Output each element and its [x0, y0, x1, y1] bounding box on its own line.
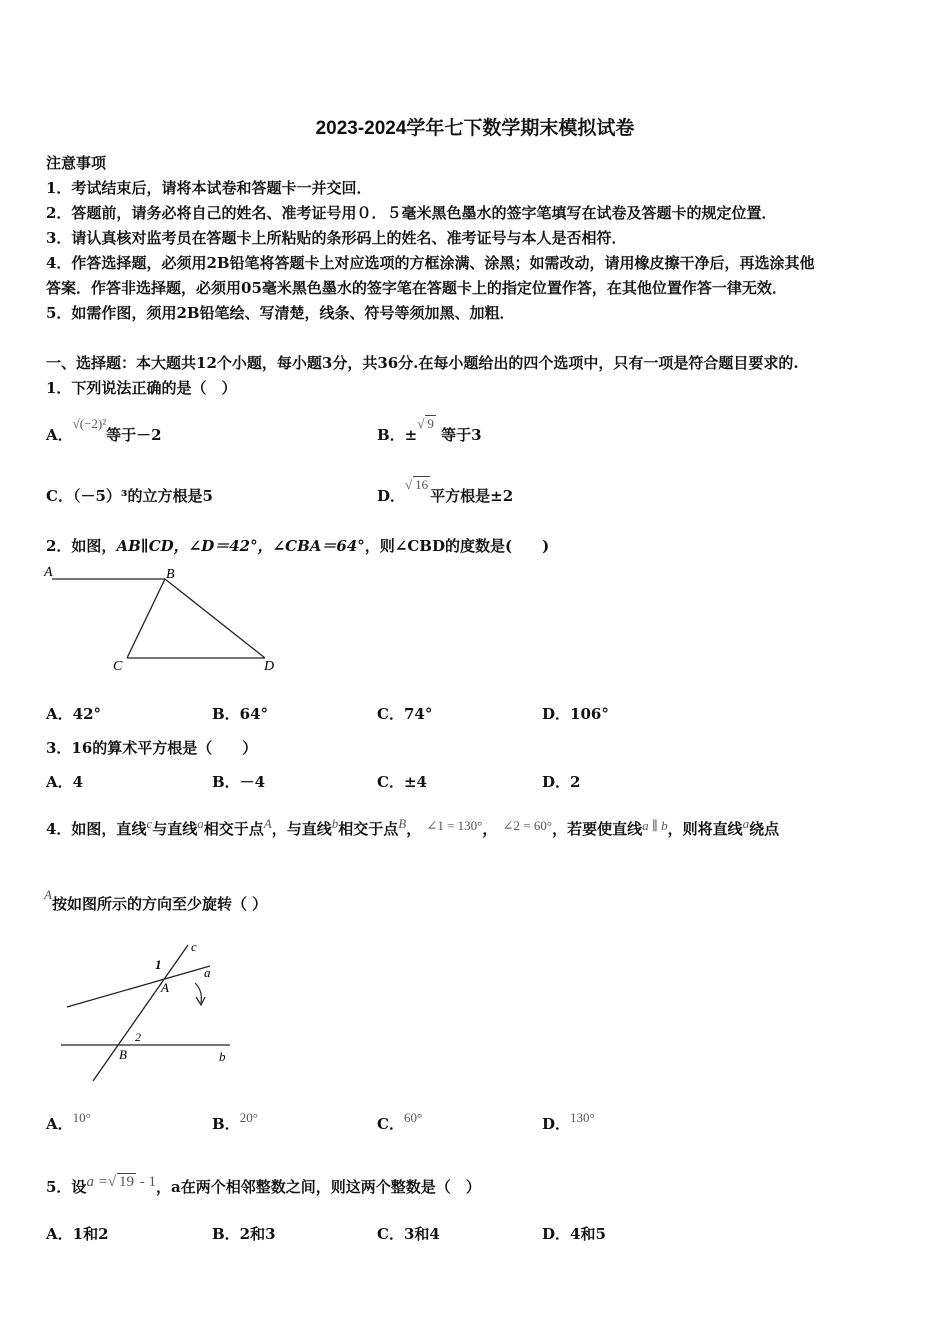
q4-option-d: D．130° [542, 1110, 595, 1133]
q4-option-b: B．20° [212, 1110, 258, 1133]
question-4-stem: 4．如图，直线c与直线a相交于点A，与直线b相交于点B， ∠1 = 130°， ∠2 = 60°，若要使直线a ∥ b，则将直线a绕点 [46, 816, 780, 838]
section-heading: 一、选择题：本大题共12个小题，每小题3分，共36分.在每小题给出的四个选项中，只有一项是符合题目要求的. [46, 354, 799, 372]
page-title: 2023-2024学年七下数学期末模拟试卷 [315, 118, 635, 139]
q3-option-b: B．－4 [212, 773, 266, 791]
question-3-stem: 3．16的算术平方根是（ ） [46, 739, 258, 757]
q4-option-c: C．60° [377, 1110, 423, 1133]
question-1-stem: 1．下列说法正确的是（ ） [46, 379, 237, 397]
q3-option-a: A．4 [46, 773, 84, 791]
q1-option-a: A．√(−2)²等于－2 [46, 416, 162, 444]
q4-label-1: 1 [155, 957, 162, 972]
q2-option-c: C．74° [377, 705, 433, 723]
notice-item: 2．答题前，请务必将自己的姓名、准考证号用０．５毫米黑色墨水的签字笔填写在试卷及答题卡的规定位置． [46, 204, 777, 222]
q4-label-a: a [204, 965, 211, 980]
q1-a-expression: √(−2)² [72, 416, 107, 431]
q4-label-A: A [161, 980, 169, 995]
q4-label-2: 2 [135, 1030, 141, 1044]
q4-label-b: b [219, 1049, 226, 1064]
q2-label-c: C [113, 659, 123, 674]
q2-option-a: A．42° [46, 705, 102, 723]
notice-item: 1．考试结束后，请将本试卷和答题卡一并交回． [46, 179, 372, 197]
question-5-stem: 5．设a =√ 19 - 1，a在两个相邻整数之间，则这两个整数是（ ） [46, 1174, 481, 1196]
q4-option-a: A．10° [46, 1110, 91, 1133]
q2-option-d: D．106° [542, 705, 609, 723]
notice-item: 5．如需作图，须用2B铅笔绘、写清楚，线条、符号等须加黑、加粗． [46, 304, 515, 322]
q1-option-d: D．√ 16平方根是±2 [377, 477, 514, 505]
q2-option-b: B．64° [212, 705, 269, 723]
q3-option-c: C．±4 [377, 773, 427, 791]
q1-option-b: B．±√ 9 等于3 [377, 416, 482, 444]
q1-option-c: C．（－5）³的立方根是5 [46, 487, 213, 505]
q2-label-a: A [44, 565, 53, 580]
notice-item: 3．请认真核对监考员在答题卡上所粘贴的条形码上的姓名、准考证号与本人是否相符． [46, 229, 627, 247]
q2-label-b: B [166, 567, 175, 582]
q2-label-d: D [264, 659, 275, 674]
q5-option-a: A．1和2 [46, 1225, 109, 1243]
q5-option-d: D．4和5 [542, 1225, 606, 1243]
q4-label-B: B [119, 1047, 127, 1062]
notice-item: 4．作答选择题，必须用2B铅笔将答题卡上对应选项的方框涂满、涂黑；如需改动，请用橡皮擦干净后，再选涂其他 [46, 254, 815, 272]
q4-figure [55, 935, 245, 1085]
q4-label-c: c [191, 939, 197, 954]
question-4-stem-line2: A按如图所示的方向至少旋转（ ） [44, 887, 268, 913]
q2-figure [40, 560, 290, 680]
q5-option-c: C．3和4 [377, 1225, 440, 1243]
q3-option-d: D．2 [542, 773, 581, 791]
notice-item: 答案．作答非选择题，必须用05毫米黑色墨水的签字笔在答题卡上的指定位置作答，在其他位置作答一律无效． [46, 279, 787, 297]
q5-option-b: B．2和3 [212, 1225, 276, 1243]
question-2-stem: 2．如图，AB∥CD，∠D＝42°，∠CBA＝64°，则∠CBD的度数是( ) [46, 537, 550, 555]
notice-heading: 注意事项 [46, 154, 107, 172]
